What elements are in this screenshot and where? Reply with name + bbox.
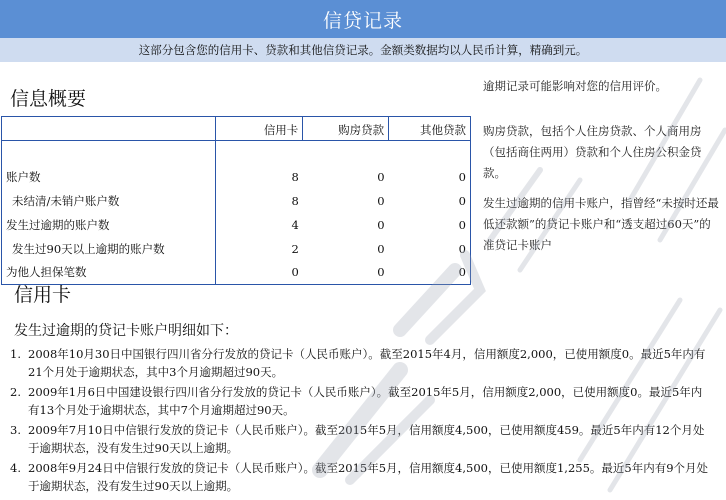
cell-value: 8	[215, 189, 303, 213]
cell-value: 0	[389, 165, 471, 189]
row-label: 发生过90天以上逾期的账户数	[2, 237, 216, 261]
page-title-banner	[0, 0, 726, 38]
list-item-text: 2008年9月24日中信银行发放的贷记卡（人民币账户）。截至2015年5月，信用额度4,500，已使用额度1,255。最近5年内有9个月处于逾期状态，没有发生过90天以上逾期。	[28, 461, 709, 493]
list-item-text: 2008年10月30日中国银行四川省分行发放的贷记卡（人民币账户）。截至2015年4月，信用额度2,000，已使用额度0。最近5年内有21个月处于逾期状态，其中3个月逾期超过90天。	[28, 347, 706, 379]
overdue-detail-heading: 发生过逾期的贷记卡账户明细如下：	[14, 323, 238, 339]
cell-value: 0	[389, 261, 471, 285]
list-item	[10, 459, 710, 495]
cell-value: 0	[377, 169, 385, 184]
cell-value: 0	[389, 189, 471, 213]
list-item-text: 2009年1月6日中国建设银行四川省分行发放的贷记卡（人民币账户）。截至2015年5月，信用额度2,000，已使用额度0。最近5年内有13个月处于逾期状态，其中7个月逾期超过90天。	[28, 385, 703, 417]
page-subtitle: 这部分包含您的信用卡、贷款和其他信贷记录。金额类数据均以人民币计算，精确到元。	[138, 43, 588, 57]
list-item-index: 2.	[10, 385, 21, 399]
table-row	[2, 189, 471, 213]
mortgage-note: 购房贷款，包括个人住房贷款、个人商用房（包括商住两用）贷款和个人住房公积金贷款。	[483, 124, 702, 180]
cell-value: 8	[215, 165, 303, 189]
cell-value: 0	[377, 241, 385, 256]
overdue-card-list	[10, 345, 710, 497]
table-row	[2, 237, 471, 261]
overview-heading: 信息概要	[10, 88, 87, 110]
row-label: 未结清/未销户账户数	[2, 189, 216, 213]
overdue-card-note: 发生过逾期的信用卡账户，指曾经“未按时还最低还款额”的贷记卡账户和“透支超过60天”的准贷记卡账户	[483, 196, 719, 252]
list-item-text: 2009年7月10日中信银行发放的贷记卡（人民币账户）。截至2015年5月，信用额度4,500，已使用额度459。最近5年内有12个月处于逾期状态，没有发生过90天以上逾期。	[28, 423, 705, 455]
list-item	[10, 345, 710, 381]
page-subtitle-bar	[0, 38, 726, 62]
cell-value: 0	[377, 193, 385, 208]
table-header-row	[2, 117, 471, 141]
cell-value: 2	[215, 237, 303, 261]
credit-card-heading: 信用卡	[14, 284, 72, 306]
column-header-mortgage: 购房贷款	[303, 117, 389, 141]
column-header-other-loans: 其他贷款	[389, 117, 471, 141]
cell-value: 4	[215, 213, 303, 237]
overdue-note: 逾期记录可能影响对您的信用评价。	[483, 79, 667, 93]
cell-value: 0	[389, 237, 471, 261]
table-row	[2, 165, 471, 189]
overview-table	[1, 116, 471, 285]
cell-value: 0	[303, 261, 389, 285]
list-item-index: 3.	[10, 423, 21, 437]
table-row	[2, 261, 471, 285]
row-label: 为他人担保笔数	[2, 261, 216, 285]
page-title: 信贷记录	[322, 9, 403, 32]
cell-value: 0	[389, 213, 471, 237]
list-item-index: 4.	[10, 461, 21, 475]
column-header-credit-card: 信用卡	[215, 117, 303, 141]
list-item-index: 1.	[10, 347, 21, 361]
list-item	[10, 421, 710, 457]
table-row	[2, 213, 471, 237]
row-label: 发生过逾期的账户数	[2, 213, 216, 237]
list-item	[10, 383, 710, 419]
cell-value: 0	[215, 261, 303, 285]
cell-value: 0	[377, 217, 385, 232]
row-label: 账户数	[2, 165, 216, 189]
